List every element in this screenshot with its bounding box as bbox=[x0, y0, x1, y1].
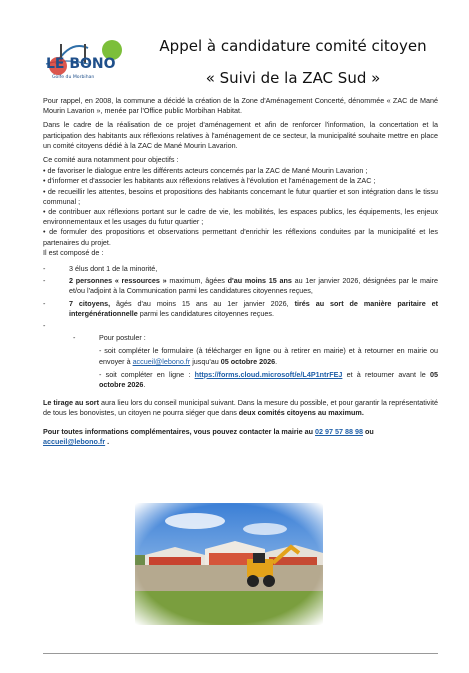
objective-item: • d'informer et d'associer les habitants aux réflexions relatives à l'évolution et l'aménagement de la ZAC ; bbox=[43, 176, 376, 186]
objective-item: • de formuler des propositions et observations permettant d'enrichir les réflexions conduites par la municipalité et les partenaires du projet. bbox=[43, 227, 438, 247]
footer-divider bbox=[43, 653, 438, 654]
title-line-1: Appel à candidature comité citoyen bbox=[159, 37, 427, 55]
apply-option-form: - soit compléter le formulaire (à télécharger en ligne ou à retirer en mairie) et à retourner en mairie ou envoyer à accueil@lebono.fr jusqu'au 05 octobre 2026. bbox=[99, 346, 438, 366]
le-bono-logo bbox=[44, 34, 126, 84]
composition-item: - 7 citoyens, âgés d'au moins 15 ans au 1er janvier 2026, tirés au sort de manière paritaire et intergénérationnelle parmi les candidatures citoyennes reçues. bbox=[43, 298, 439, 318]
construction-site-photo bbox=[135, 503, 323, 625]
contact-paragraph: Pour toutes informations complémentaires, vous pouvez contacter la mairie au 02 97 57 88 98 ou accueil@lebono.fr . bbox=[43, 426, 374, 446]
title-line-2: « Suivi de la ZAC Sud » bbox=[205, 69, 381, 87]
composition-heading: Il est composé de : bbox=[43, 247, 104, 257]
objectives-list bbox=[43, 166, 438, 248]
empty-dash-item: - bbox=[43, 321, 46, 331]
objectives-heading: Ce comité aura notamment pour objectifs : bbox=[43, 155, 179, 165]
phone-link[interactable]: 02 97 57 88 98 bbox=[315, 426, 363, 436]
svg-text:LE BONO: LE BONO bbox=[46, 56, 116, 72]
objective-item: • de recueillir les attentes, besoins et propositions des habitants concernant le futur quartier et son intégration dans le tissu communal ; bbox=[43, 186, 438, 206]
contact-email-link[interactable]: accueil@lebono.fr bbox=[43, 436, 106, 446]
objective-item: • de favoriser le dialogue entre les différents acteurs concernés par la ZAC de Mané Mourin Lavarion ; bbox=[43, 166, 368, 176]
composition-item: - 3 élus dont 1 de la minorité, bbox=[43, 264, 158, 274]
context-paragraph: Dans le cadre de la réalisation de ce projet d'aménagement et afin de renforcer l'information, la concertation et la participation des habitants aux réflexions relatives à l'aménagement de ce secteur, la municipalité souhaite mettre en place un comité citoyens dédié à la ZAC de Mané Mourin Lavarion. bbox=[43, 120, 438, 150]
apply-option-online: - soit compléter en ligne : https://forms.cloud.microsoft/e/L4P1ntrFEJ et à retourner avant le 05 octobre 2026. bbox=[99, 369, 438, 390]
apply-section: - Pour postuler : - soit compléter le formulaire (à télécharger en ligne ou à retirer en mairie) et à retourner en mairie ou envoyer à accueil@lebono.fr jusqu'au 05 octobre 2026. - soit compléter en ligne : https://forms.cloud.microsoft/e/L4P1ntrFEJ et à retourner avant le 05 octobre 2026. bbox=[73, 333, 438, 390]
draw-paragraph: Le tirage au sort aura lieu lors du conseil municipal suivant. Dans la mesure du possible, et pour garantir la représentativité de tous les bonovistes, un citoyen ne pourra siéger que dans deux comités citoyens au maximum. bbox=[43, 398, 438, 418]
online-form-link[interactable]: https://forms.cloud.microsoft/e/L4P1ntrFEJ bbox=[194, 369, 343, 379]
document-body bbox=[43, 96, 438, 451]
svg-text:Golfe du Morbihan: Golfe du Morbihan bbox=[52, 75, 95, 80]
intro-paragraph: Pour rappel, en 2008, la commune a décidé la création de la Zone d'Aménagement Concerté, dénommée « ZAC de Mané Mourin Lavarion », menée par l'Office public Morbihan Habitat. bbox=[43, 96, 438, 116]
objective-item: • de contribuer aux réflexions portant sur le cadre de vie, les mobilités, les espaces publics, les équipements, les enjeux environnementaux et les usages du futur quartier ; bbox=[43, 207, 438, 227]
email-link[interactable]: accueil@lebono.fr bbox=[132, 356, 191, 366]
composition-item: - 2 personnes « ressources » maximum, âgées d'au moins 15 ans au 1er janvier 2026, désignées par le maire et/ou l'adjoint à la Communication parmi les candidatures citoyennes reçues, bbox=[43, 276, 439, 296]
document-title bbox=[128, 30, 458, 94]
apply-heading: Pour postuler : bbox=[99, 333, 146, 343]
